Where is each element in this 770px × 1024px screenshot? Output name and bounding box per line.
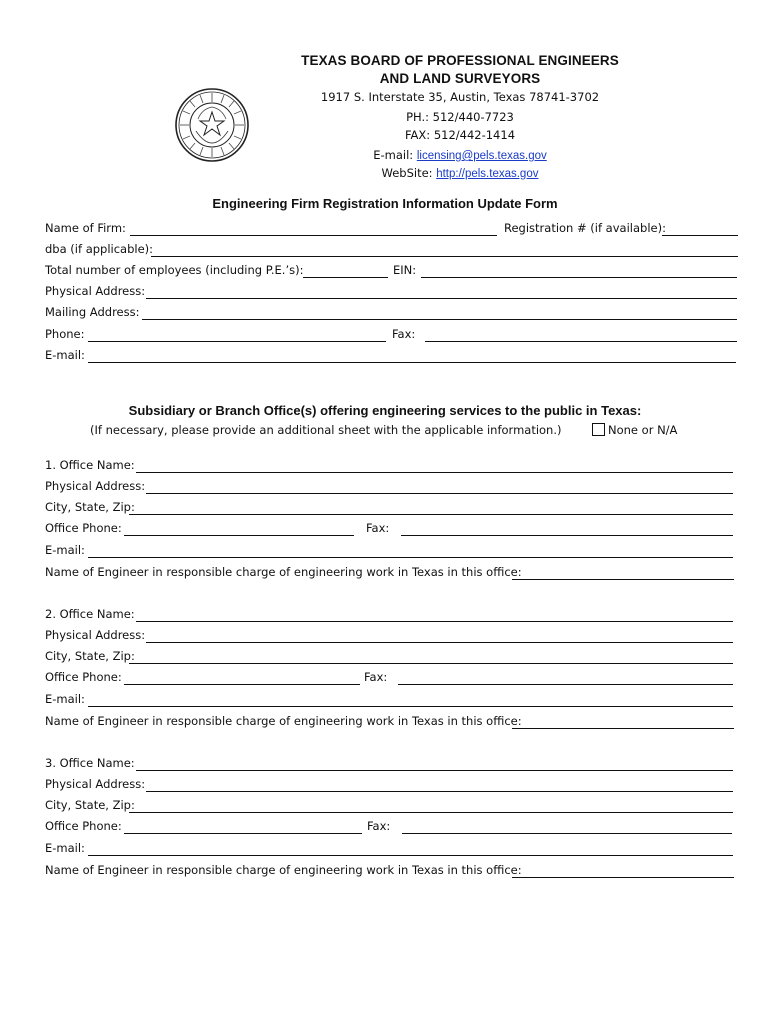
org-name-line2: AND LAND SURVEYORS (379, 71, 541, 86)
name-of-firm-label: Name of Firm: (45, 221, 126, 235)
office-3-physical-address-field[interactable] (146, 791, 733, 792)
name-of-firm-field[interactable] (130, 235, 497, 236)
branch-section-subtitle: (If necessary, please provide an additional sheet with the applicable information.) (90, 423, 562, 437)
office-2-fax-field[interactable] (398, 684, 733, 685)
office-2-city-state-zip-field[interactable] (129, 663, 733, 664)
office-3-office-name-label: 3. Office Name: (45, 756, 135, 770)
office-3-email-field[interactable] (88, 855, 733, 856)
office-2-office-name-field[interactable] (136, 621, 733, 622)
office-3-office-phone-field[interactable] (124, 833, 362, 834)
office-3-engineer-name-field[interactable] (512, 877, 734, 878)
fax-label: Fax: (392, 327, 416, 341)
office-1-office-name-field[interactable] (136, 472, 733, 473)
office-1-physical-address-label: Physical Address: (45, 479, 146, 493)
office-2-physical-address-field[interactable] (146, 642, 733, 643)
org-phone: PH.: 512/440-7723 (406, 110, 514, 124)
mailing-address-field[interactable] (142, 319, 737, 320)
email-field[interactable] (88, 362, 736, 363)
website-link[interactable]: http://pels.texas.gov (436, 168, 539, 180)
office-3-city-state-zip-label: City, State, Zip: (45, 798, 135, 812)
office-1-office-phone-label: Office Phone: (45, 521, 122, 535)
mailing-address-label: Mailing Address: (45, 305, 140, 319)
office-2-fax-label: Fax: (364, 670, 388, 684)
dba-label: dba (if applicable): (45, 242, 154, 256)
employees-label: Total number of employees (including P.E.’s): (45, 263, 304, 277)
phone-label: Phone: (45, 327, 85, 341)
office-3-office-name-field[interactable] (136, 770, 733, 771)
office-2-email-label: E-mail: (45, 692, 85, 706)
email-label: E-mail: (45, 348, 85, 362)
office-3-city-state-zip-field[interactable] (129, 812, 733, 813)
office-1-office-phone-field[interactable] (124, 535, 354, 536)
office-2-physical-address-label: Physical Address: (45, 628, 146, 642)
org-address: 1917 S. Interstate 35, Austin, Texas 78741-3702 (320, 90, 600, 104)
ein-field[interactable] (421, 277, 737, 278)
office-2-office-phone-field[interactable] (124, 684, 360, 685)
registration-label: Registration # (if available): (504, 221, 666, 235)
org-email-row (222, 148, 698, 162)
office-1-office-name-label: 1. Office Name: (45, 458, 135, 472)
office-2-office-name-label: 2. Office Name: (45, 607, 135, 621)
phone-field[interactable] (88, 341, 386, 342)
office-1-city-state-zip-field[interactable] (129, 514, 733, 515)
office-3-email-label: E-mail: (45, 841, 85, 855)
physical-address-field[interactable] (146, 298, 737, 299)
email-label: E-mail: (373, 148, 414, 162)
office-1-fax-label: Fax: (366, 521, 390, 535)
office-1-physical-address-field[interactable] (146, 493, 733, 494)
website-label: WebSite: (381, 166, 433, 180)
office-2-city-state-zip-label: City, State, Zip: (45, 649, 135, 663)
office-1-engineer-name-label: Name of Engineer in responsible charge of engineering work in Texas in this office: (45, 565, 522, 579)
office-3-fax-label: Fax: (367, 819, 391, 833)
office-2-email-field[interactable] (88, 706, 733, 707)
branch-section-title: Subsidiary or Branch Office(s) offering engineering services to the public in Texas: (128, 403, 642, 418)
office-1-fax-field[interactable] (401, 535, 733, 536)
fax-field[interactable] (425, 341, 737, 342)
org-fax: FAX: 512/442-1414 (404, 128, 516, 142)
office-3-physical-address-label: Physical Address: (45, 777, 146, 791)
ein-label: EIN: (393, 263, 417, 277)
office-1-email-label: E-mail: (45, 543, 85, 557)
email-link[interactable]: licensing@pels.texas.gov (416, 150, 547, 162)
office-3-engineer-name-label: Name of Engineer in responsible charge of engineering work in Texas in this office: (45, 863, 522, 877)
office-3-fax-field[interactable] (402, 833, 732, 834)
employees-field[interactable] (303, 277, 388, 278)
form-title: Engineering Firm Registration Information Update Form (212, 196, 558, 211)
office-1-engineer-name-field[interactable] (512, 579, 734, 580)
office-1-email-field[interactable] (88, 557, 733, 558)
none-checkbox[interactable] (592, 423, 605, 436)
office-2-engineer-name-field[interactable] (512, 728, 734, 729)
office-3-office-phone-label: Office Phone: (45, 819, 122, 833)
physical-address-label: Physical Address: (45, 284, 146, 298)
office-1-city-state-zip-label: City, State, Zip: (45, 500, 135, 514)
org-name-line1: TEXAS BOARD OF PROFESSIONAL ENGINEERS (301, 53, 619, 68)
none-checkbox-label: None or N/A (608, 423, 678, 437)
org-website-row (222, 166, 698, 180)
office-2-office-phone-label: Office Phone: (45, 670, 122, 684)
registration-field[interactable] (662, 235, 738, 236)
dba-field[interactable] (151, 256, 738, 257)
office-2-engineer-name-label: Name of Engineer in responsible charge of engineering work in Texas in this office: (45, 714, 522, 728)
